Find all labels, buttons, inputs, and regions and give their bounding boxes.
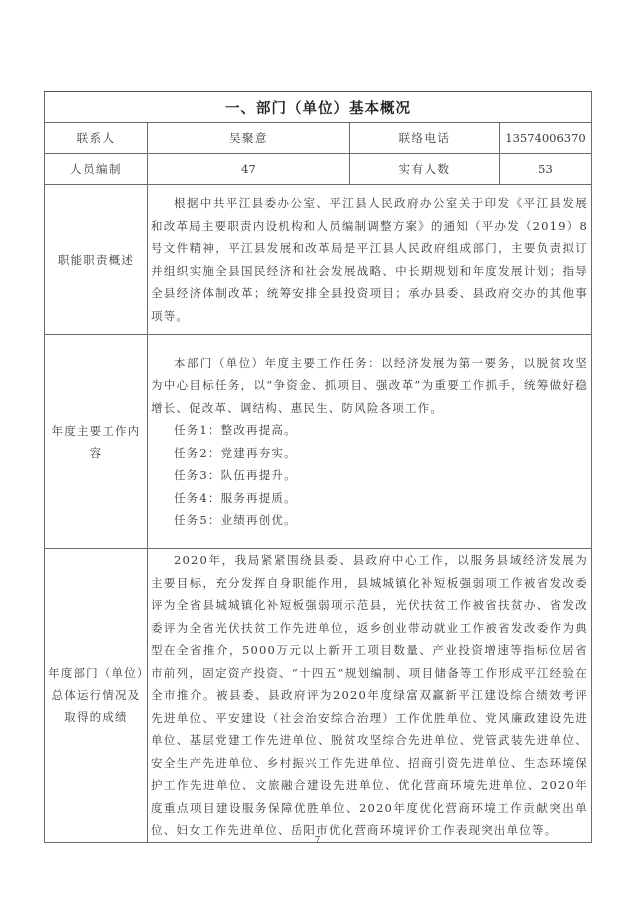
contact-value: 吴聚意 bbox=[148, 123, 350, 154]
contact-row bbox=[45, 123, 592, 154]
staffing-value: 47 bbox=[148, 154, 350, 185]
results-row bbox=[45, 549, 592, 843]
staffing-label: 人员编制 bbox=[45, 154, 148, 185]
duties-text: 根据中共平江县委办公室、平江县人民政府办公室关于印发《平江县发展和改革局主要职责内设机构和人员编制调整方案》的通知（平办发（2019）8号文件精神，平江县发展和改革局是平江县人民政府组成部门，主要负责拟订并组织实施全县国民经济和社会发展战略、中长期规划和年度发展计划；指导全县经济体制改革；统筹安排全县投资项目；承办县委、县政府交办的其他事项等。 bbox=[151, 196, 588, 323]
task-item: 任务2：党建再夯实。 bbox=[174, 445, 297, 460]
duties-label: 职能职责概述 bbox=[45, 185, 148, 335]
task-item: 任务1：整改再提高。 bbox=[174, 423, 297, 437]
annual-work-label: 年度主要工作内容 bbox=[45, 335, 148, 549]
task-item: 任务3：队伍再提升。 bbox=[174, 468, 297, 482]
task-item: 任务5：业绩再创优。 bbox=[174, 513, 297, 527]
results-text: 2020年，我局紧紧围绕县委、县政府中心工作，以服务县域经济发展为主要目标，充分发挥自身职能作用，县城城镇化补短板强弱项工作被省发改委评为全省县城城镇化补短板强弱项示范县，光伏扶贫工作被省扶贫办、省发改委评为全省光伏扶贫工作先进单位，返乡创业带动就业工作被省发改委作为典型在全省推介，5000万元以上新开工项目数量、产业投资增速等指标位居省市前列，固定资产投资、“十四五”规划编制、项目储备等工作形成平江经验在全市推介。被县委、县政府评为2020年度绿富双赢新平江建设综合绩效考评先进单位、平安建设（社会治安综合治理）工作优胜单位、党风廉政建设先进单位、基层党建工作先进单位、脱贫攻坚综合先进单位、党管武装先进单位、安全生产先进单位、乡村振兴工作先进单位、招商引资先进单位、生态环境保护工作先进单位、文旅融合建设先进单位、优化营商环境先进单位、2020年度重点项目建设服务保障优胜单位、2020年度优化营商环境工作贡献突出单位、妇女工作先进单位、岳阳市优化营商环境评价工作表现突出单位等。 bbox=[151, 553, 588, 837]
results-label: 年度部门（单位）总体运行情况及取得的成绩 bbox=[45, 549, 148, 843]
results-content bbox=[148, 549, 592, 843]
duties-row bbox=[45, 185, 592, 335]
phone-value: 13574006370 bbox=[500, 123, 592, 154]
actual-staff-value: 53 bbox=[500, 154, 592, 185]
duties-content bbox=[148, 185, 592, 335]
annual-work-row bbox=[45, 335, 592, 549]
actual-staff-label: 实有人数 bbox=[350, 154, 500, 185]
task-item: 任务4：服务再提质。 bbox=[174, 490, 297, 505]
department-overview-table bbox=[44, 91, 592, 843]
phone-label: 联络电话 bbox=[350, 123, 500, 154]
title-row bbox=[45, 92, 592, 123]
annual-work-intro: 本部门（单位）年度主要工作任务：以经济发展为第一要务，以脱贫攻坚为中心目标任务，以“争资金、抓项目、强改革”为重要工作抓手，统筹做好稳增长、促改革、调结构、惠民生、防风险各项工作。 bbox=[151, 355, 588, 415]
staffing-row bbox=[45, 154, 592, 185]
annual-work-content bbox=[148, 335, 592, 549]
contact-label: 联系人 bbox=[45, 123, 148, 154]
page-number: 7 bbox=[314, 836, 321, 846]
section-title: 一、部门（单位）基本概况 bbox=[45, 92, 592, 123]
